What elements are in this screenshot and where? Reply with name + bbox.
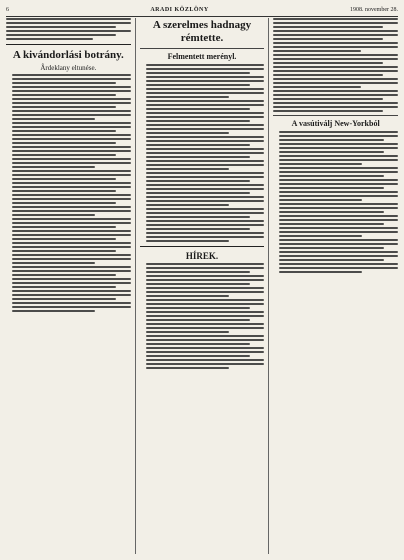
right-article-title: A vasútiválj New-Yorkból (291, 118, 380, 128)
page-header (6, 4, 398, 17)
news-body (146, 263, 265, 369)
column-rule-2 (268, 18, 269, 554)
masthead: ARADI KÖZLÖNY (150, 7, 209, 13)
left-article-title: A kivándorlási botrány. (12, 49, 124, 61)
middle-article-subtitle: Felmentett merényl. (167, 51, 237, 61)
issue-date: 1908. november 28. (350, 7, 398, 13)
right-article-body (279, 131, 398, 273)
columns (6, 18, 398, 554)
middle-title-rule (140, 48, 265, 49)
page-number: 6 (6, 7, 9, 13)
left-divider (6, 44, 131, 45)
middle-divider (140, 246, 265, 247)
right-column (273, 18, 398, 554)
left-article-body (12, 74, 131, 312)
right-mid-rule (273, 115, 398, 116)
left-column (6, 18, 131, 554)
middle-column (140, 18, 265, 554)
left-article-subtitle: Ârdeklany eltunése. (40, 64, 97, 72)
left-top-paragraph (6, 18, 131, 40)
column-rule-1 (135, 18, 136, 554)
news-section-title: HÍREK. (185, 250, 219, 261)
middle-article-body (146, 64, 265, 242)
right-top-paragraphs (273, 18, 398, 112)
middle-article-title: A szerelmes hadnagy rémtette. (152, 19, 252, 44)
